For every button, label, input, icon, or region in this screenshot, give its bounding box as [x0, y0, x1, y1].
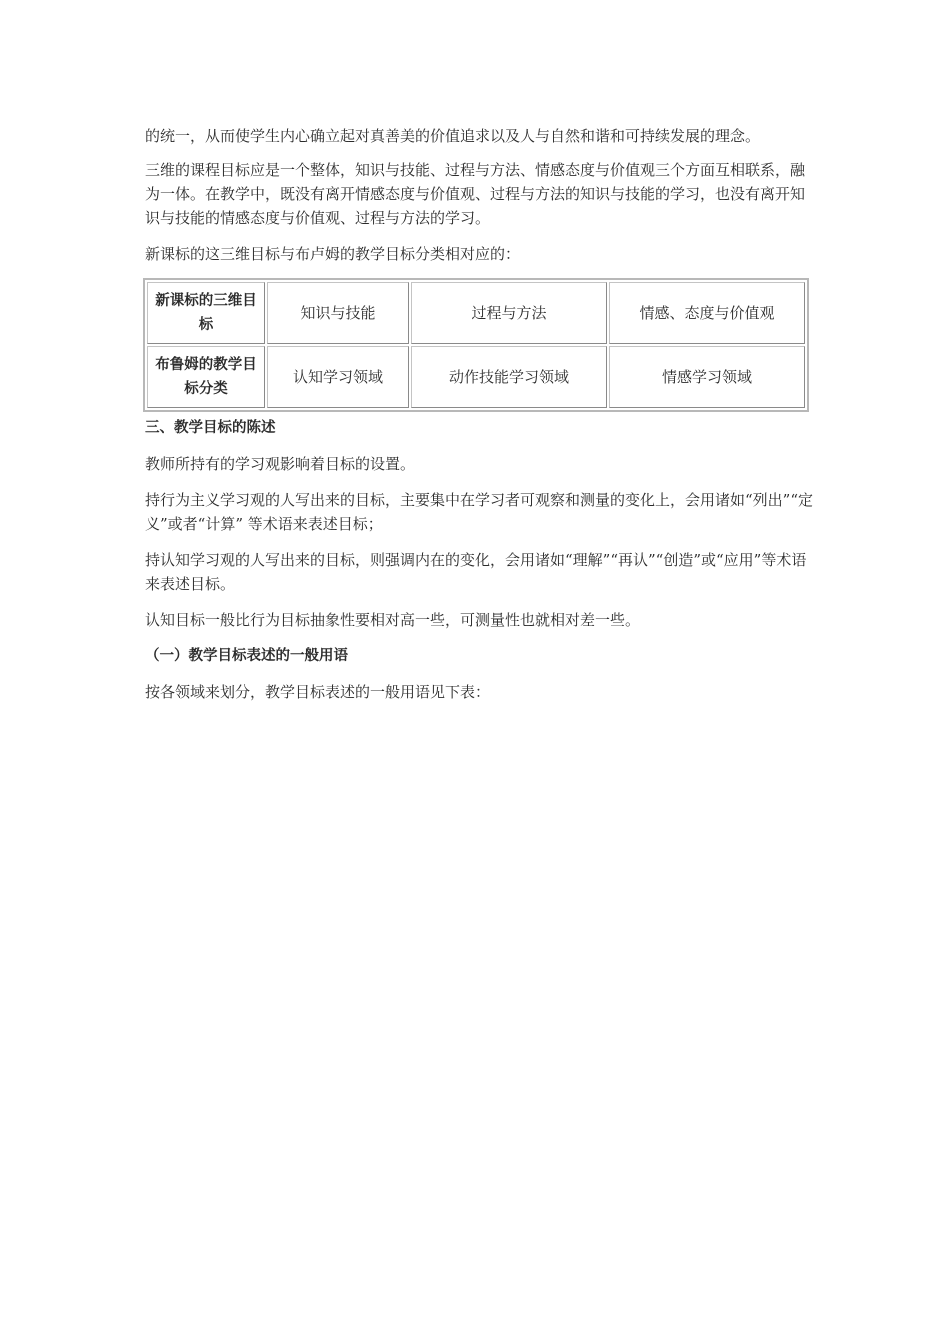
table-cell: 情感学习领域 — [609, 346, 805, 408]
table-row-header: 布鲁姆的教学目标分类 — [147, 346, 265, 408]
paragraph-behaviorist: 持行为主义学习观的人写出来的目标，主要集中在学习者可观察和测量的变化上，会用诸如“列出”“定义”或者“计算” 等术语来表述目标； — [145, 491, 814, 533]
paragraph-table-intro: 新课标的这三维目标与布卢姆的教学目标分类相对应的： — [145, 245, 521, 263]
table-row — [147, 346, 805, 408]
goals-comparison-table — [143, 278, 809, 412]
paragraph-domains: 按各领域来划分，教学目标表述的一般用语见下表： — [145, 683, 491, 701]
subsection-heading: （一）教学目标表述的一般用语 — [145, 648, 348, 664]
table-row-header: 新课标的三维目标 — [147, 282, 265, 344]
table-cell: 知识与技能 — [267, 282, 409, 344]
table-cell: 过程与方法 — [411, 282, 607, 344]
paragraph-cognitive: 持认知学习观的人写出来的目标，则强调内在的变化，会用诸如“理解”“再认”“创造”或“应用”等术语来表述目标。 — [145, 551, 807, 593]
paragraph-comparison: 认知目标一般比行为目标抽象性要相对高一些，可测量性也就相对差一些。 — [145, 611, 641, 629]
paragraph-learning-view: 教师所持有的学习观影响着目标的设置。 — [145, 455, 416, 473]
table-cell: 动作技能学习领域 — [411, 346, 607, 408]
table-cell: 认知学习领域 — [267, 346, 409, 408]
table-cell: 情感、态度与价值观 — [609, 282, 805, 344]
document-page — [145, 124, 813, 704]
table-row — [147, 282, 805, 344]
section-heading: 三、教学目标的陈述 — [145, 420, 276, 436]
paragraph-unity: 的统一，从而使学生内心确立起对真善美的价值追求以及人与自然和谐和可持续发展的理念。 — [145, 127, 761, 145]
paragraph-three-dimensions: 三维的课程目标应是一个整体，知识与技能、过程与方法、情感态度与价值观三个方面互相联系，融为一体。在教学中，既没有离开情感态度与价值观、过程与方法的知识与技能的学习，也没有离开知识与技能的情感态度与价值观、过程与方法的学习。 — [145, 161, 806, 227]
